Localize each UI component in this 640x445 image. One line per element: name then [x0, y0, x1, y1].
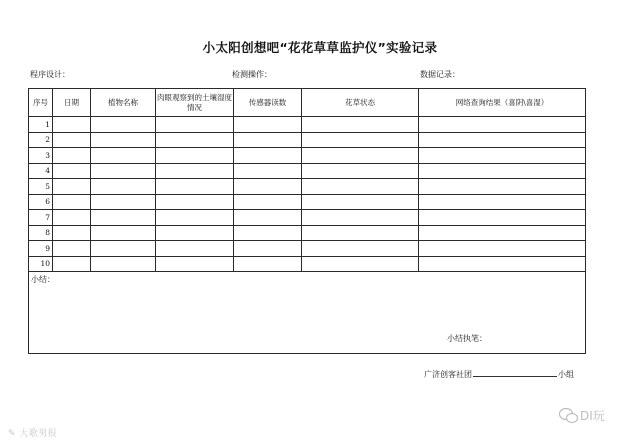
network-query-cell[interactable] — [419, 179, 586, 195]
table-header-row — [29, 89, 586, 117]
summary-signature-label: 小结执笔： — [447, 334, 487, 343]
network-query-cell[interactable] — [419, 117, 586, 133]
test-operation-label: 检测操作： — [232, 70, 272, 79]
table-row — [29, 132, 586, 148]
plant-status-cell[interactable] — [302, 179, 419, 195]
sensor-reading-cell[interactable] — [234, 163, 302, 179]
col-header-plant-status: 花草状态 — [302, 89, 419, 117]
row-index: 10 — [29, 256, 53, 272]
data-record-label: 数据记录： — [420, 70, 460, 79]
soil-observation-cell[interactable] — [156, 194, 234, 210]
date-cell[interactable] — [53, 210, 91, 226]
table-row — [29, 194, 586, 210]
row-index: 5 — [29, 179, 53, 195]
row-index: 4 — [29, 163, 53, 179]
plant-name-cell[interactable] — [91, 117, 156, 133]
watermark-left-icon: ✎ — [8, 429, 17, 439]
plant-name-cell[interactable] — [91, 241, 156, 257]
soil-observation-cell[interactable] — [156, 132, 234, 148]
network-query-cell[interactable] — [419, 210, 586, 226]
soil-observation-cell[interactable] — [156, 179, 234, 195]
date-cell[interactable] — [53, 179, 91, 195]
network-query-cell[interactable] — [419, 225, 586, 241]
plant-status-cell[interactable] — [302, 241, 419, 257]
sensor-reading-cell[interactable] — [234, 132, 302, 148]
group-name-blank — [473, 368, 557, 377]
row-index: 3 — [29, 148, 53, 164]
record-table — [28, 88, 586, 272]
sensor-reading-cell[interactable] — [234, 241, 302, 257]
col-header-soil-observation: 肉眼观察到的土壤湿度情况 — [156, 89, 234, 117]
date-cell[interactable] — [53, 225, 91, 241]
plant-status-cell[interactable] — [302, 256, 419, 272]
soil-observation-cell[interactable] — [156, 225, 234, 241]
col-header-sensor-reading: 传感器读数 — [234, 89, 302, 117]
plant-name-cell[interactable] — [91, 210, 156, 226]
col-header-plant-name: 植物名称 — [91, 89, 156, 117]
network-query-cell[interactable] — [419, 163, 586, 179]
network-query-cell[interactable] — [419, 132, 586, 148]
table-row — [29, 225, 586, 241]
col-header-network-query: 网络查询结果（喜阴\喜湿） — [419, 89, 586, 117]
table-row — [29, 256, 586, 272]
plant-name-cell[interactable] — [91, 163, 156, 179]
plant-status-cell[interactable] — [302, 132, 419, 148]
row-index: 8 — [29, 225, 53, 241]
table-row — [29, 117, 586, 133]
row-index: 6 — [29, 194, 53, 210]
table-row — [29, 179, 586, 195]
soil-observation-cell[interactable] — [156, 163, 234, 179]
plant-name-cell[interactable] — [91, 132, 156, 148]
watermark-left-text: 大歌男报 — [19, 429, 58, 439]
row-index: 7 — [29, 210, 53, 226]
table-row — [29, 241, 586, 257]
sensor-reading-cell[interactable] — [234, 225, 302, 241]
page-title: 小太阳创想吧“花花草草监护仪”实验记录 — [202, 40, 438, 55]
wechat-logo-icon — [558, 405, 622, 427]
date-cell[interactable] — [53, 256, 91, 272]
sensor-reading-cell[interactable] — [234, 194, 302, 210]
row-index: 9 — [29, 241, 53, 257]
watermark-left — [8, 426, 57, 439]
sensor-reading-cell[interactable] — [234, 256, 302, 272]
plant-status-cell[interactable] — [302, 148, 419, 164]
network-query-cell[interactable] — [419, 148, 586, 164]
network-query-cell[interactable] — [419, 194, 586, 210]
col-header-index: 序号 — [29, 89, 53, 117]
plant-name-cell[interactable] — [91, 225, 156, 241]
soil-observation-cell[interactable] — [156, 148, 234, 164]
soil-observation-cell[interactable] — [156, 256, 234, 272]
date-cell[interactable] — [53, 132, 91, 148]
sensor-reading-cell[interactable] — [234, 148, 302, 164]
soil-observation-cell[interactable] — [156, 117, 234, 133]
plant-name-cell[interactable] — [91, 148, 156, 164]
date-cell[interactable] — [53, 148, 91, 164]
table-row — [29, 163, 586, 179]
table-row — [29, 210, 586, 226]
program-design-label: 程序设计： — [30, 70, 70, 79]
plant-status-cell[interactable] — [302, 163, 419, 179]
row-index: 1 — [29, 117, 53, 133]
row-index: 2 — [29, 132, 53, 148]
network-query-cell[interactable] — [419, 241, 586, 257]
footer-club-name: 广济创客社团 — [424, 370, 472, 379]
network-query-cell[interactable] — [419, 256, 586, 272]
date-cell[interactable] — [53, 117, 91, 133]
footer-group-line — [424, 368, 574, 380]
date-cell[interactable] — [53, 241, 91, 257]
plant-status-cell[interactable] — [302, 117, 419, 133]
sensor-reading-cell[interactable] — [234, 210, 302, 226]
plant-status-cell[interactable] — [302, 210, 419, 226]
footer-group-suffix: 小组 — [558, 370, 574, 379]
plant-name-cell[interactable] — [91, 179, 156, 195]
soil-observation-cell[interactable] — [156, 241, 234, 257]
summary-label: 小结： — [31, 275, 55, 284]
date-cell[interactable] — [53, 194, 91, 210]
date-cell[interactable] — [53, 163, 91, 179]
plant-name-cell[interactable] — [91, 256, 156, 272]
soil-observation-cell[interactable] — [156, 210, 234, 226]
watermark-logo — [558, 405, 622, 431]
sensor-reading-cell[interactable] — [234, 117, 302, 133]
sensor-reading-cell[interactable] — [234, 179, 302, 195]
summary-box — [28, 271, 586, 354]
col-header-date: 日期 — [53, 89, 91, 117]
table-body — [29, 117, 586, 272]
plant-name-cell[interactable] — [91, 194, 156, 210]
table-row — [29, 148, 586, 164]
plant-status-cell[interactable] — [302, 194, 419, 210]
watermark-logo-text: DI玩 — [580, 409, 605, 423]
plant-status-cell[interactable] — [302, 225, 419, 241]
